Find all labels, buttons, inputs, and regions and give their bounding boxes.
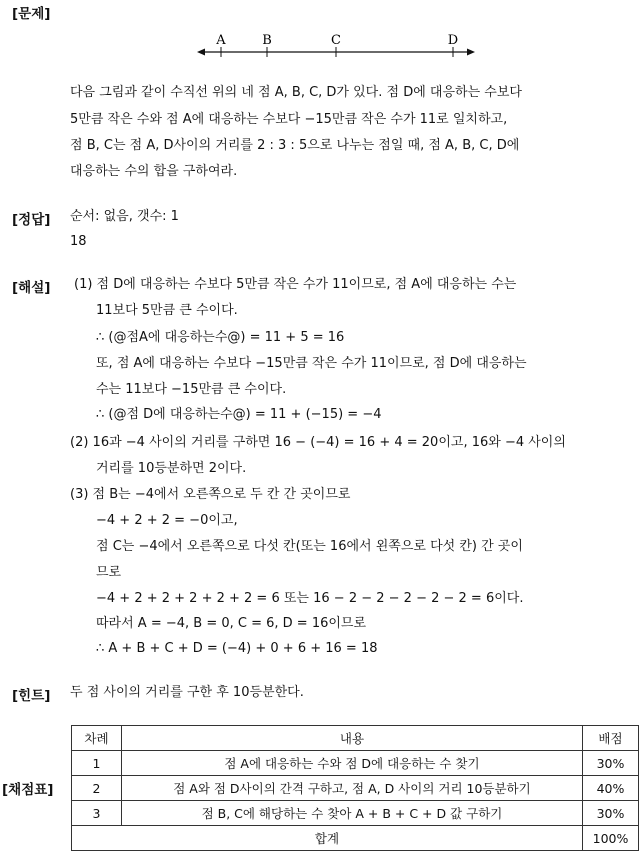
- answer-meta: 순서: 없음, 갯수: 1: [70, 209, 179, 224]
- problem-label: [문제]: [12, 6, 51, 22]
- left-arrow-icon: [197, 49, 205, 56]
- rubric-header-content: 내용: [121, 726, 582, 751]
- answer-label: [정답]: [12, 212, 51, 228]
- solution-line-6: ∴ (@점 D에 대응하는수@) = 11 + (−15) = −4: [96, 407, 382, 422]
- solution-line-10: −4 + 2 + 2 = −0이고,: [96, 513, 238, 528]
- problem-line-1: 다음 그림과 같이 수직선 위의 네 점 A, B, C, D가 있다. 점 D에 대응하는 수보다: [70, 85, 522, 100]
- rubric-header-score: 배점: [583, 726, 639, 751]
- rubric-total-label: 합계: [72, 826, 583, 851]
- solution-line-8: 거리를 10등분하면 2이다.: [96, 461, 247, 476]
- solution-line-1: (1) 점 D에 대응하는 수보다 5만큼 작은 수가 11이므로, 점 A에 대응하는 수는: [74, 277, 517, 292]
- problem-line-2: 5만큼 작은 수와 점 A에 대응하는 수보다 −15만큼 작은 수가 11로 일치하고,: [70, 112, 508, 127]
- solution-line-5: 수는 11보다 −15만큼 큰 수이다.: [96, 382, 287, 397]
- table-row: [72, 751, 639, 776]
- solution-line-2: 11보다 5만큼 큰 수이다.: [96, 303, 238, 318]
- point-label-d: D: [447, 33, 459, 48]
- rubric-cell-order: 2: [72, 776, 122, 801]
- rubric-cell-content: 점 B, C에 해당하는 수 찾아 A + B + C + D 값 구하기: [121, 801, 582, 826]
- number-line-figure: [195, 28, 485, 64]
- solution-line-7: (2) 16과 −4 사이의 거리를 구하면 16 − (−4) = 16 + 4 = 20이고, 16와 −4 사이의: [70, 435, 566, 450]
- answer-value: 18: [70, 234, 87, 249]
- solution-line-14: 따라서 A = −4, B = 0, C = 6, D = 16이므로: [96, 616, 367, 631]
- rubric-cell-score: 30%: [583, 801, 639, 826]
- rubric-table: [71, 725, 639, 851]
- right-arrow-icon: [467, 49, 475, 56]
- table-row: [72, 776, 639, 801]
- solution-line-3: ∴ (@점A에 대응하는수@) = 11 + 5 = 16: [96, 330, 345, 345]
- point-label-b: B: [262, 33, 272, 48]
- solution-line-13: −4 + 2 + 2 + 2 + 2 + 2 = 6 또는 16 − 2 − 2 − 2 − 2 − 2 = 6이다.: [96, 591, 524, 606]
- rubric-header-order: 차례: [72, 726, 122, 751]
- rubric-cell-order: 1: [72, 751, 122, 776]
- rubric-cell-order: 3: [72, 801, 122, 826]
- rubric-header-row: [72, 726, 639, 751]
- point-label-a: A: [216, 33, 226, 48]
- hint-text: 두 점 사이의 거리를 구한 후 10등분한다.: [70, 685, 304, 700]
- problem-line-4: 대응하는 수의 합을 구하여라.: [70, 164, 238, 179]
- rubric-cell-content: 점 A와 점 D사이의 간격 구하고, 점 A, D 사이의 거리 10등분하기: [121, 776, 582, 801]
- rubric-cell-score: 40%: [583, 776, 639, 801]
- hint-label: [힌트]: [12, 688, 51, 704]
- rubric-total-row: [72, 826, 639, 851]
- point-label-c: C: [331, 33, 341, 48]
- solution-line-15: ∴ A + B + C + D = (−4) + 0 + 6 + 16 = 18: [96, 641, 378, 656]
- solution-line-9: (3) 점 B는 −4에서 오른쪽으로 두 칸 간 곳이므로: [70, 487, 351, 502]
- rubric-total-value: 100%: [583, 826, 639, 851]
- rubric-cell-score: 30%: [583, 751, 639, 776]
- solution-line-11: 점 C는 −4에서 오른쪽으로 다섯 칸(또는 16에서 왼쪽으로 다섯 칸) 간 곳이: [96, 539, 523, 554]
- rubric-label: [채점표]: [2, 782, 54, 798]
- problem-line-3: 점 B, C는 점 A, D사이의 거리를 2 : 3 : 5으로 나누는 점일 때, 점 A, B, C, D에: [70, 138, 520, 153]
- solution-line-4: 또, 점 A에 대응하는 수보다 −15만큼 작은 수가 11이므로, 점 D에 대응하는: [96, 356, 527, 371]
- table-row: [72, 801, 639, 826]
- solution-line-12: 므로: [96, 565, 122, 580]
- solution-label: [해설]: [12, 280, 51, 296]
- rubric-cell-content: 점 A에 대응하는 수와 점 D에 대응하는 수 찾기: [121, 751, 582, 776]
